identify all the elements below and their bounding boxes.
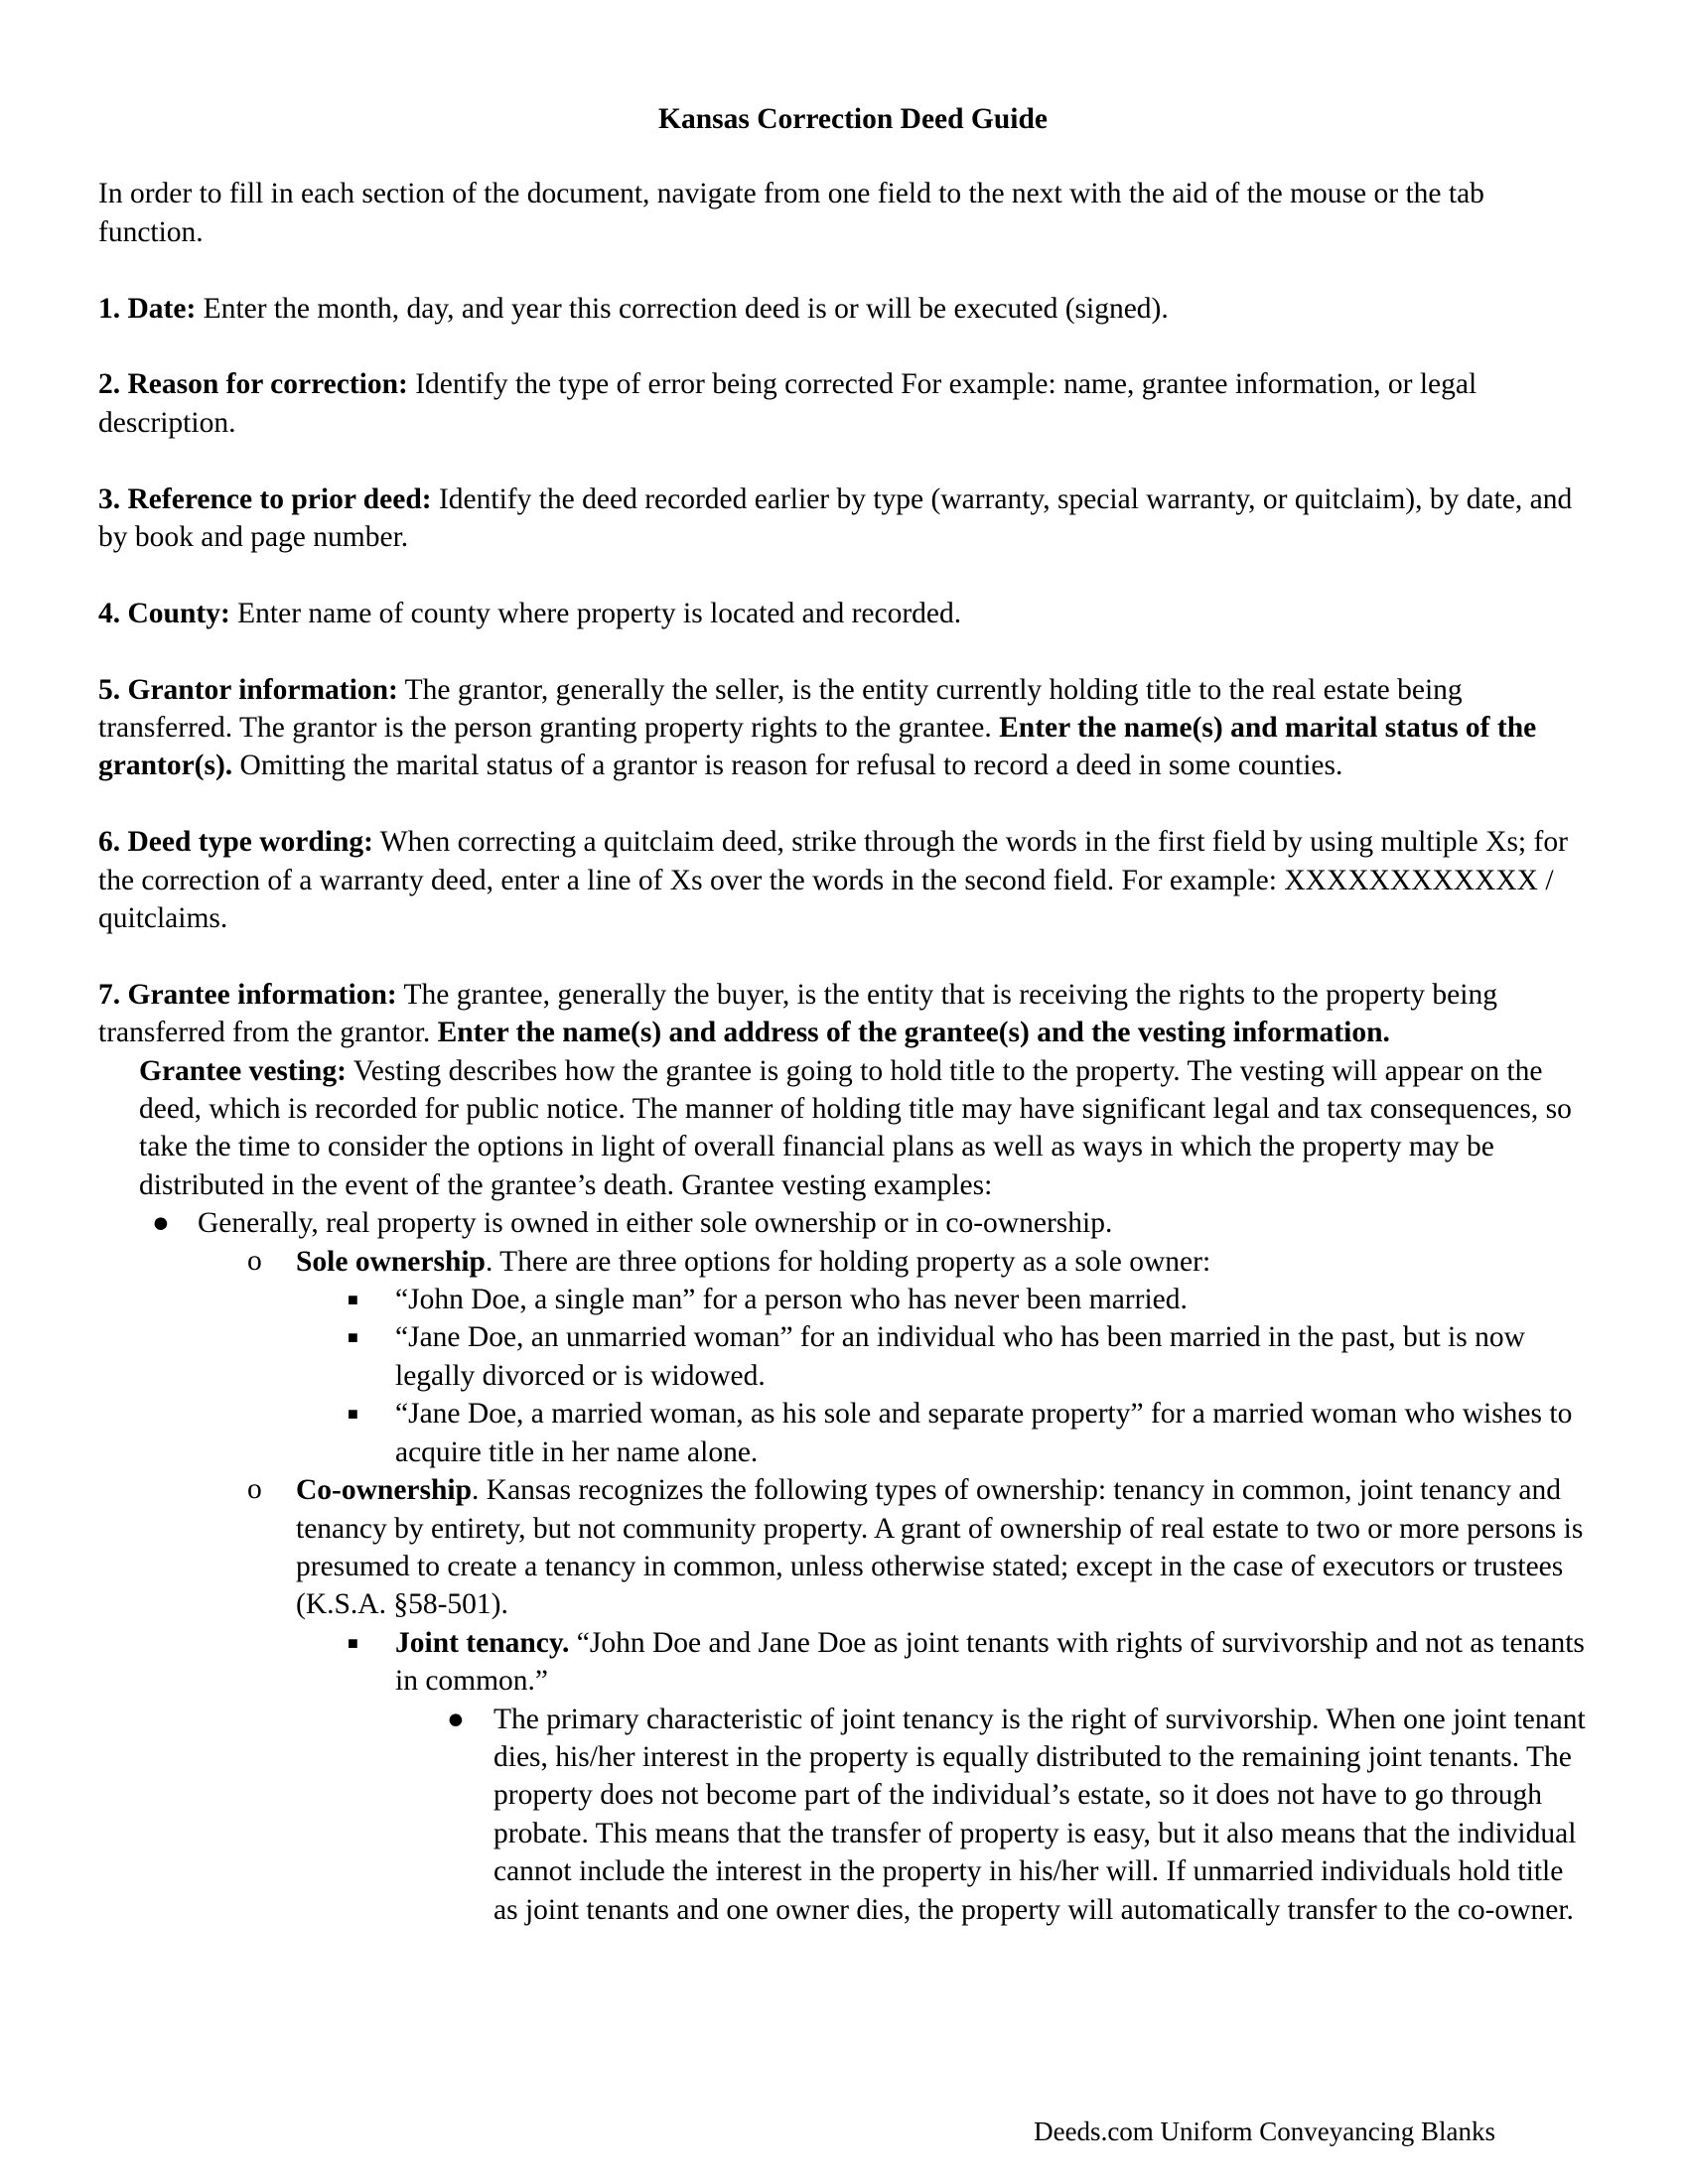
section-bold-text: Enter the name(s) and address of the grantee(s) and the vesting information. xyxy=(437,1017,1390,1049)
section-bold-text: Enter the name(s) and marital status of the grantor(s). xyxy=(98,712,1537,782)
section-label: 6. Deed type wording: xyxy=(98,826,373,859)
section-deed-type xyxy=(98,823,1590,937)
section-prior-deed xyxy=(98,480,1590,557)
section-grantee xyxy=(98,976,1590,1052)
section-label: 7. Grantee information: xyxy=(98,978,397,1011)
section-text: The grantee, generally the buyer, is the entity that is receiving the rights to the property being transferred from the grantor. xyxy=(98,978,1497,1049)
section-text: Identify the type of error being corrected For example: name, grantee information, or legal description. xyxy=(98,368,1477,439)
list-item-text: The primary characteristic of joint tenancy is the right of survivorship. When one joint tenant dies, his/her interest in the property is equally distributed to the remaining joint tenants. The property does not become part of the individual’s estate, so it does not have to go through probate. This means that the transfer of property is easy, but it also means that the individual cannot include the interest in the property in his/her will. If unmarried individuals hold title as joint tenants and one owner dies, the property will automatically transfer to the co-owner. xyxy=(493,1703,1586,1926)
section-text: The grantor, generally the seller, is the entity currently holding title to the real estate being transferred. The grantor is the person granting property rights to the grantee. xyxy=(98,673,1463,745)
list-item-text: . There are three options for holding property as a sole owner: xyxy=(485,1245,1211,1278)
bullet-icon: ● xyxy=(152,1207,170,1240)
section-label: 1. Date: xyxy=(98,292,197,325)
list-item xyxy=(98,1204,1590,1242)
sole-ownership-list xyxy=(98,1281,1590,1471)
section-text: When correcting a quitclaim deed, strike through the words in the first field by using multiple Xs; for the correction of a warranty deed, enter a line of Xs over the words in the second field. For example: XXXXXXXXXXXX / quitclaims. xyxy=(98,826,1568,935)
list-item-text: “Jane Doe, an unmarried woman” for an individual who has been married in the past, but is now legally divorced or is widowed. xyxy=(395,1321,1525,1392)
list-item xyxy=(98,1701,1590,1929)
list-item xyxy=(98,1471,1590,1624)
section-county xyxy=(98,595,1590,632)
section-text: Identify the deed recorded earlier by type (warranty, special warranty, or quitclaim), by date, and by book and page number. xyxy=(98,482,1573,554)
vesting-text: Vesting describes how the grantee is going to hold title to the property. The vesting will appear on the deed, which is recorded for public notice. The manner of holding title may have significant legal and tax consequences, so take the time to consider the options in light of overall financial plans as well as ways in which the property may be distributed in the event of the grantee’s death. Grantee vesting examples: xyxy=(139,1054,1572,1201)
joint-tenancy-detail-list xyxy=(98,1701,1590,1929)
square-bullet-icon: ■ xyxy=(348,1290,358,1310)
ownership-list xyxy=(98,1243,1590,1281)
joint-tenancy-list xyxy=(98,1624,1590,1701)
square-bullet-icon: ■ xyxy=(348,1404,358,1425)
square-bullet-icon: ■ xyxy=(348,1632,358,1653)
vesting-list xyxy=(98,1204,1590,1242)
section-reason xyxy=(98,365,1590,442)
grantee-vesting xyxy=(139,1052,1590,1205)
list-item-text: “Jane Doe, a married woman, as his sole and separate property” for a married woman who wishes to acquire title in her name alone. xyxy=(395,1398,1573,1468)
bullet-icon: ● xyxy=(447,1703,465,1735)
section-label: 3. Reference to prior deed: xyxy=(98,482,432,515)
list-item-text: “John Doe, a single man” for a person who has never been married. xyxy=(395,1284,1188,1316)
list-item xyxy=(98,1243,1590,1281)
circle-bullet-icon: o xyxy=(247,1473,262,1506)
list-item-label: Co-ownership xyxy=(296,1474,473,1507)
page-title: Kansas Correction Deed Guide xyxy=(658,103,1048,135)
section-label: 2. Reason for correction: xyxy=(98,368,408,401)
vesting-label: Grantee vesting: xyxy=(139,1054,347,1087)
list-item xyxy=(98,1624,1590,1701)
section-grantor xyxy=(98,671,1590,785)
section-label: 5. Grantor information: xyxy=(98,673,398,706)
list-item-text: “John Doe and Jane Doe as joint tenants with rights of survivorship and not as tenants in common.” xyxy=(395,1626,1585,1698)
circle-bullet-icon: o xyxy=(247,1244,262,1277)
intro-paragraph: In order to fill in each section of the document, navigate from one field to the next with the aid of the mouse or the tab function. xyxy=(98,178,1484,248)
list-item-text: . Kansas recognizes the following types of ownership: tenancy in common, joint tenancy and tenancy by entirety, but not community property. A grant of ownership of real estate to two or more persons is presumed to create a tenancy in common, unless otherwise stated; except in the case of executors or trustees (K.S.A. §58-501). xyxy=(296,1474,1584,1621)
section-text-after: Omitting the marital status of a grantor is reason for refusal to record a deed in some counties. xyxy=(232,750,1343,782)
document-body xyxy=(98,100,1590,1929)
section-date xyxy=(98,290,1590,328)
list-item xyxy=(98,1395,1590,1471)
list-item xyxy=(98,1318,1590,1395)
footer-text: Deeds.com Uniform Conveyancing Blanks xyxy=(1034,2116,1495,2146)
co-ownership-list xyxy=(98,1471,1590,1624)
list-item-label: Sole ownership xyxy=(296,1245,486,1278)
section-label: 4. County: xyxy=(98,597,230,629)
list-item-label: Joint tenancy. xyxy=(395,1626,570,1659)
list-item xyxy=(98,1281,1590,1318)
list-item-text: Generally, real property is owned in either sole ownership or in co-ownership. xyxy=(198,1207,1113,1240)
section-text: Enter name of county where property is located and recorded. xyxy=(229,597,962,629)
section-text: Enter the month, day, and year this correction deed is or will be executed (signed). xyxy=(196,292,1169,325)
square-bullet-icon: ■ xyxy=(348,1327,358,1348)
